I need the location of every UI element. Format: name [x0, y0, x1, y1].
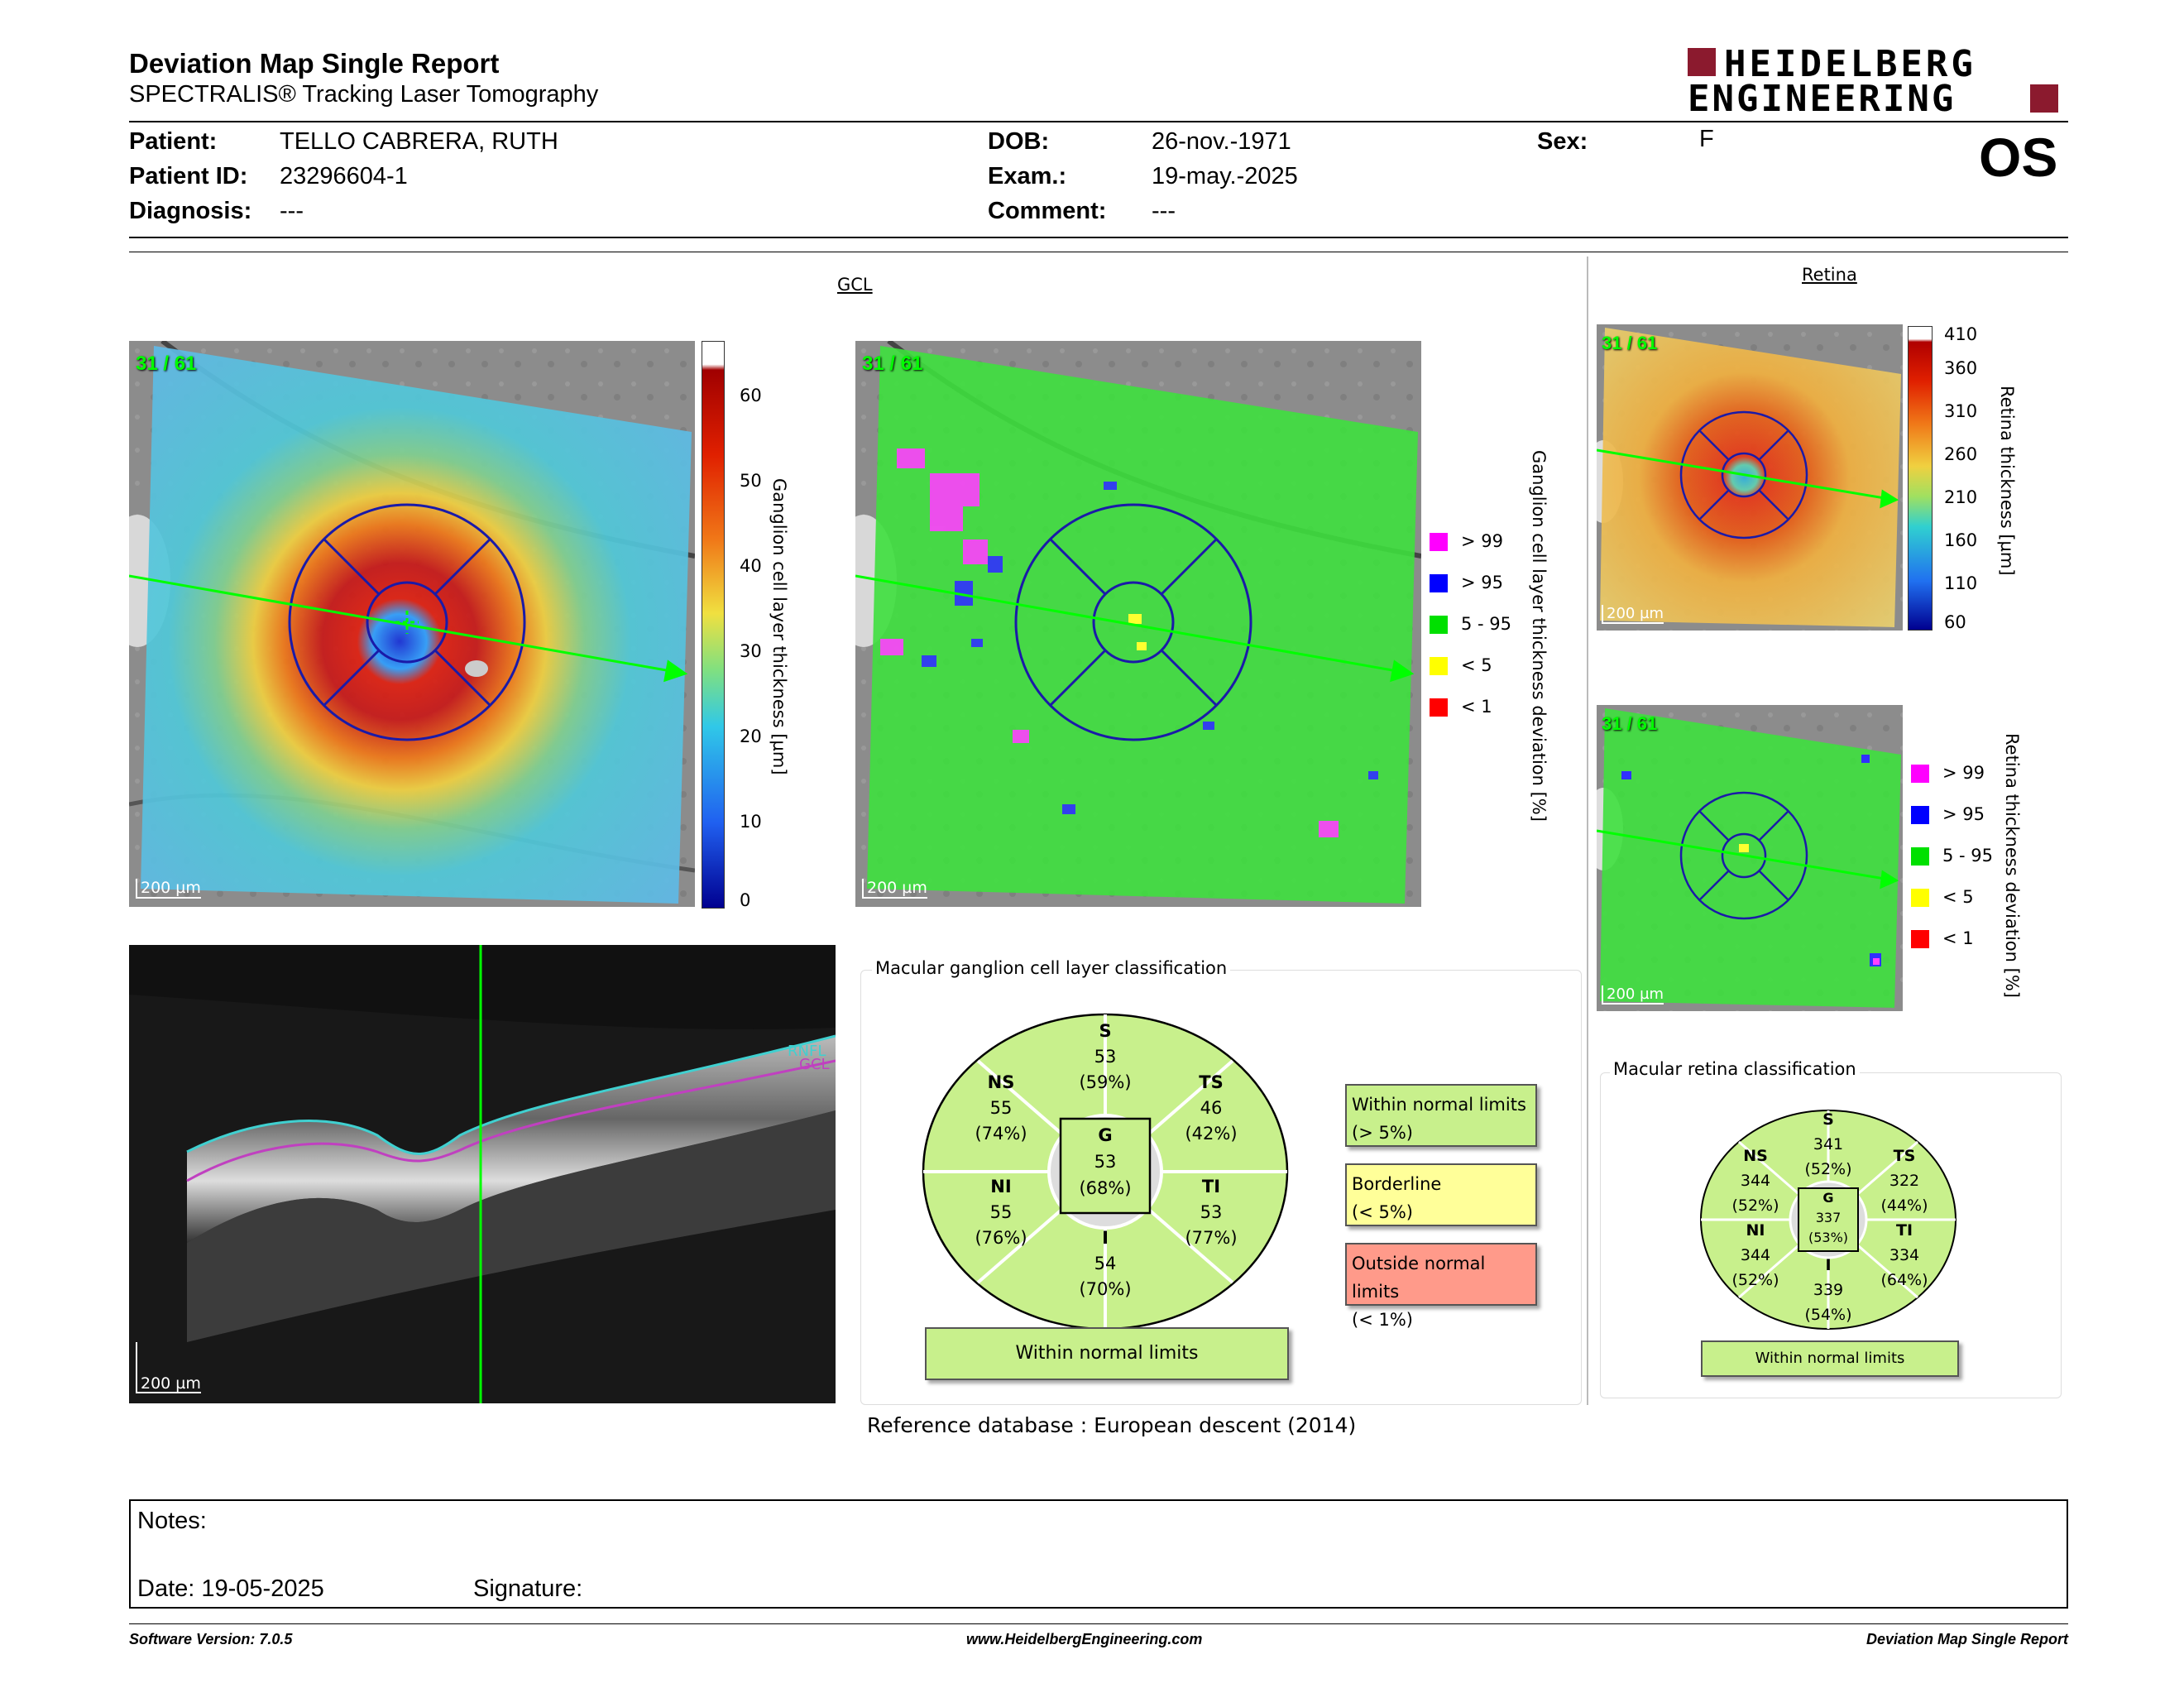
dob-value: 26-nov.-1971 [1152, 128, 1291, 155]
retina-legend-swatch-gt99 [1911, 765, 1929, 783]
retina-legend-label-lt1: < 1 [1942, 928, 1974, 948]
notes-label: Notes: [137, 1508, 207, 1534]
gcl-tick-10: 10 [740, 812, 762, 832]
gcl-sector-ni-pct: (76%) [975, 1228, 1027, 1248]
eye-indicator: OS [1979, 127, 2058, 188]
gcl-sector-s-name: S [1099, 1021, 1112, 1041]
legend-outside-normal: Outside normal limits (< 1%) [1345, 1243, 1537, 1306]
gcl-classification-result: Within normal limits [925, 1327, 1289, 1380]
gcl-sector-ti-pct: (77%) [1185, 1228, 1238, 1248]
section-divider [1587, 257, 1588, 1405]
legend-swatch-gt99 [1430, 533, 1448, 551]
ret-sector-i-name: I [1825, 1256, 1832, 1274]
retina-thickness-colorbar [1908, 326, 1933, 631]
reference-database: Reference database : European descent (2014) [867, 1413, 1357, 1437]
retina-deviation-axis-label: Retina thickness deviation [%] [2002, 733, 2022, 998]
heidelberg-logo: HEIDELBERG ENGINEERING [1688, 46, 2068, 116]
gcl-sector-i-pct: (70%) [1079, 1279, 1132, 1299]
gcl-scan-index: 31 / 61 [136, 352, 197, 375]
gcl-tick-40: 40 [740, 556, 762, 576]
retina-thickness-map [1597, 324, 1903, 631]
retina-tick-60: 60 [1944, 612, 1966, 632]
diagnosis-value: --- [280, 198, 304, 224]
ret-sector-ni-name: NI [1746, 1221, 1765, 1240]
retina-scan-index: 31 / 61 [1602, 333, 1658, 353]
ret-sector-s-pct: (52%) [1804, 1160, 1852, 1178]
gcl-deviation-scan-index: 31 / 61 [862, 352, 923, 375]
gcl-sector-i-value: 54 [1094, 1254, 1117, 1273]
gcl-tick-30: 30 [740, 641, 762, 661]
retina-classification-result: Within normal limits [1701, 1340, 1959, 1377]
gcl-sector-ts-name: TS [1199, 1072, 1224, 1092]
gcl-deviation-scale-bar: 200 µm [862, 879, 927, 899]
retina-legend-label-gt95: > 95 [1942, 804, 1985, 824]
gcl-thickness-axis-label: Ganglion cell layer thickness [µm] [769, 478, 789, 775]
gcl-deviation-axis-label: Ganglion cell layer thickness deviation [%] [1529, 450, 1549, 822]
date-label: Date: 19-05-2025 [137, 1575, 324, 1602]
retina-deviation-scale-bar: 200 µm [1602, 985, 1664, 1005]
patient-id-label: Patient ID: [129, 163, 248, 189]
retina-scale-bar: 200 µm [1602, 605, 1664, 624]
legend-label-gt95: > 95 [1461, 573, 1503, 592]
gcl-thickness-colorbar [702, 341, 725, 909]
legend-swatch-lt5 [1430, 657, 1448, 675]
gcl-sector-ti-name: TI [1201, 1177, 1221, 1196]
oct-gcl-label: GCL [799, 1056, 830, 1073]
gcl-sector-ni-name: NI [990, 1177, 1012, 1196]
retina-deviation-scan-index: 31 / 61 [1602, 713, 1658, 734]
legend-borderline: Borderline (< 5%) [1345, 1163, 1537, 1226]
legend-label-lt5: < 5 [1461, 655, 1492, 675]
ret-sector-ns-value: 344 [1740, 1172, 1771, 1190]
oct-scale-bar: 200 µm [136, 1342, 201, 1393]
gcl-sector-g-name: G [1098, 1125, 1113, 1145]
gcl-sector-s-pct: (59%) [1079, 1072, 1132, 1092]
ret-sector-g-name: G [1822, 1190, 1834, 1206]
legend-label-5-95: 5 - 95 [1461, 614, 1512, 634]
retina-legend-swatch-lt5 [1911, 889, 1929, 907]
patient-name: TELLO CABRERA, RUTH [280, 128, 558, 155]
patient-id: 23296604-1 [280, 163, 408, 189]
footer-report-name: Deviation Map Single Report [1866, 1631, 2068, 1647]
ret-sector-ts-pct: (44%) [1880, 1196, 1928, 1215]
gcl-sector-ns-pct: (74%) [975, 1124, 1027, 1144]
retina-legend-label-5-95: 5 - 95 [1942, 846, 1994, 866]
gcl-sector-ns-name: NS [987, 1072, 1015, 1092]
device-subtitle: SPECTRALIS® Tracking Laser Tomography [129, 81, 599, 108]
gcl-sector-ns-value: 55 [989, 1098, 1013, 1118]
comment-label: Comment: [988, 198, 1107, 224]
signature-label: Signature: [473, 1575, 583, 1602]
retina-legend-label-lt5: < 5 [1942, 887, 1974, 907]
ret-sector-ts-name: TS [1893, 1147, 1916, 1165]
gcl-sector-g-pct: (68%) [1079, 1178, 1132, 1198]
gcl-sector-s-value: 53 [1094, 1047, 1117, 1067]
gcl-scale-bar: 200 µm [136, 879, 201, 899]
header-rule [129, 121, 2068, 122]
ret-sector-ni-pct: (52%) [1731, 1271, 1779, 1289]
gcl-sector-ts-pct: (42%) [1185, 1124, 1238, 1144]
gcl-sector-ts-value: 46 [1200, 1098, 1223, 1118]
ret-sector-i-pct: (54%) [1804, 1306, 1852, 1324]
gcl-sector-i-name: I [1102, 1228, 1109, 1248]
comment-value: --- [1152, 198, 1176, 224]
retina-tick-260: 260 [1944, 444, 1978, 464]
gcl-tick-60: 60 [740, 386, 762, 405]
ret-sector-s-value: 341 [1813, 1135, 1844, 1153]
notes-box[interactable] [129, 1499, 2068, 1609]
legend-swatch-5-95 [1430, 616, 1448, 634]
ret-sector-ns-pct: (52%) [1731, 1196, 1779, 1215]
gcl-tick-20: 20 [740, 727, 762, 746]
retina-legend-swatch-5-95 [1911, 847, 1929, 866]
legend-label-gt99: > 99 [1461, 531, 1503, 551]
ret-sector-ts-value: 322 [1889, 1172, 1920, 1190]
ret-sector-g-value: 337 [1815, 1210, 1842, 1225]
ret-sector-ti-value: 334 [1889, 1246, 1920, 1264]
retina-deviation-map [1597, 705, 1903, 1011]
patient-rule-1 [129, 237, 2068, 238]
retina-tick-410: 410 [1944, 324, 1978, 344]
retina-tick-160: 160 [1944, 530, 1978, 550]
exam-label: Exam.: [988, 163, 1067, 189]
dob-label: DOB: [988, 128, 1050, 155]
retina-section-title: Retina [1802, 265, 1857, 285]
legend-swatch-gt95 [1430, 574, 1448, 592]
gcl-tick-0: 0 [740, 890, 751, 910]
gcl-sector-ni-value: 55 [989, 1202, 1013, 1222]
ret-sector-ns-name: NS [1743, 1147, 1768, 1165]
legend-swatch-lt1 [1430, 698, 1448, 717]
gcl-sector-ti-value: 53 [1200, 1202, 1223, 1222]
sex-label: Sex: [1537, 128, 1588, 155]
ret-sector-g-pct: (53%) [1808, 1230, 1849, 1245]
retina-classification-title: Macular retina classification [1610, 1059, 1860, 1079]
retina-tick-110: 110 [1944, 573, 1978, 593]
exam-value: 19-may.-2025 [1152, 163, 1298, 189]
retina-legend-label-gt99: > 99 [1942, 763, 1985, 783]
retina-tick-310: 310 [1944, 401, 1978, 421]
diagnosis-label: Diagnosis: [129, 198, 252, 224]
patient-label: Patient: [129, 128, 218, 155]
footer-url[interactable]: www.HeidelbergEngineering.com [966, 1631, 1203, 1647]
oct-bscan-image [129, 945, 836, 1403]
legend-label-lt1: < 1 [1461, 697, 1492, 717]
ret-sector-ni-value: 344 [1740, 1246, 1771, 1264]
footer-rule [129, 1623, 2068, 1624]
gcl-sector-g-value: 53 [1094, 1152, 1117, 1172]
ret-sector-s-name: S [1822, 1110, 1834, 1129]
gcl-section-title: GCL [837, 275, 873, 295]
ret-sector-ti-name: TI [1895, 1221, 1913, 1240]
gcl-classification-title: Macular ganglion cell layer classification [872, 958, 1230, 978]
oct-rnfl-label: RNFL [788, 1043, 826, 1060]
legend-within-normal: Within normal limits (> 5%) [1345, 1084, 1537, 1147]
retina-thickness-axis-label: Retina thickness [µm] [1997, 386, 2017, 576]
footer-software-version: Software Version: 7.0.5 [129, 1631, 293, 1647]
gcl-tick-50: 50 [740, 471, 762, 491]
retina-legend-swatch-lt1 [1911, 930, 1929, 948]
ret-sector-i-value: 339 [1813, 1281, 1844, 1299]
gcl-thickness-map [129, 341, 695, 907]
retina-legend-swatch-gt95 [1911, 806, 1929, 824]
gcl-deviation-map [855, 341, 1421, 907]
retina-tick-360: 360 [1944, 358, 1978, 378]
report-title: Deviation Map Single Report [129, 48, 500, 79]
sex-value: F [1699, 126, 1714, 152]
retina-tick-210: 210 [1944, 487, 1978, 507]
ret-sector-ti-pct: (64%) [1880, 1271, 1928, 1289]
